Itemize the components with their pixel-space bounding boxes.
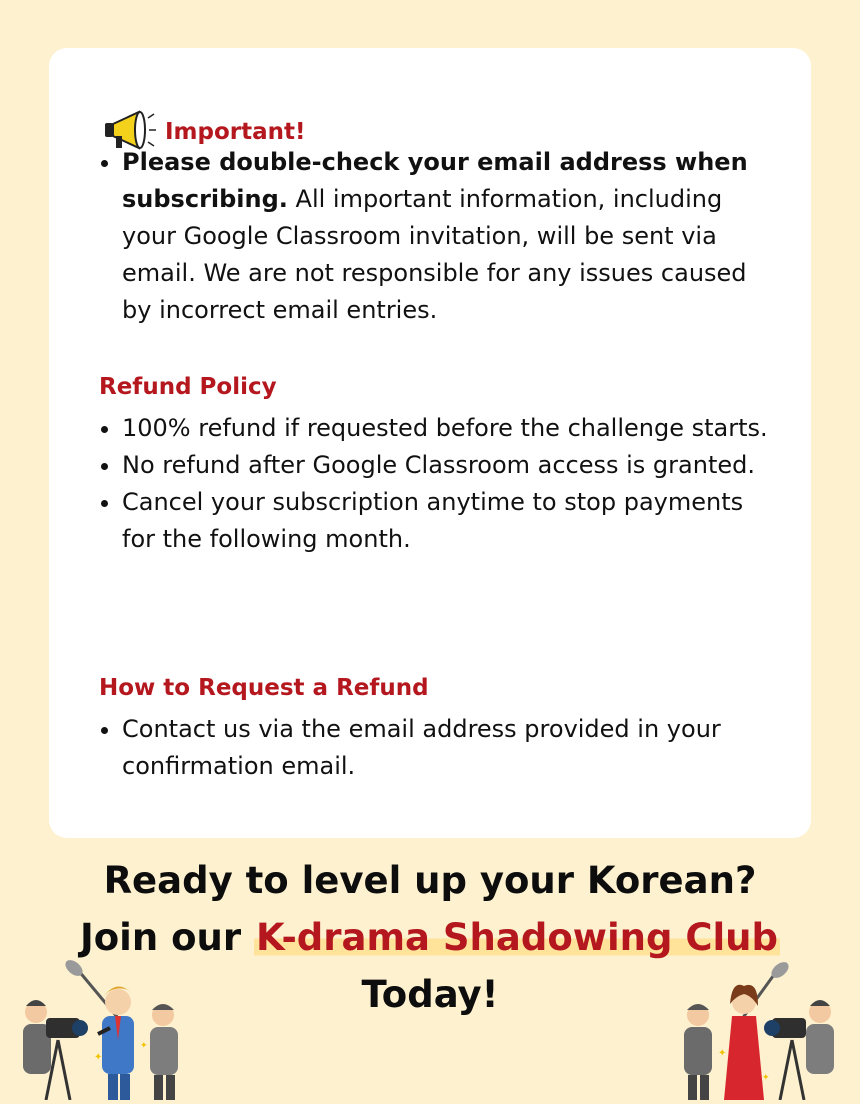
film-crew-illustration-left [18,960,188,1100]
svg-text:✦: ✦ [94,1052,103,1063]
list-item: No refund after Google Classroom access is granted. [122,447,782,484]
how-to-refund-heading: How to Request a Refund [99,675,429,701]
film-crew-illustration-right [672,960,842,1100]
important-title: Important! [165,119,306,145]
cta-line-2-prefix: Join our [80,916,254,959]
list-item: 100% refund if requested before the challenge starts. [122,410,782,447]
refund-policy-heading: Refund Policy [99,374,277,400]
important-list [122,144,782,329]
refund-policy-list [122,410,782,558]
cta-line-1: Ready to level up your Korean? [103,859,757,902]
cta-line-2 [0,909,860,966]
important-rest-text: All important information, including your Google Classroom invitation, will be sent via email. We are not responsible for any issues caused by incorrect email entries. [122,185,747,324]
club-name-highlight: K-drama Shadowing Club [255,916,778,959]
svg-text:✦: ✦ [762,1073,770,1083]
svg-text:✦: ✦ [718,1048,727,1059]
svg-text:✦: ✦ [140,1041,148,1051]
list-item [122,144,782,329]
list-item: Cancel your subscription anytime to stop payments for the following month. [122,484,782,558]
how-to-refund-list [122,711,782,785]
important-bold-text: Please double-check your email address when subscribing. [122,148,748,213]
info-card [49,48,811,838]
cta-line-3: Today! [361,973,499,1016]
list-item: Contact us via the email address provided in your confirmation email. [122,711,782,785]
